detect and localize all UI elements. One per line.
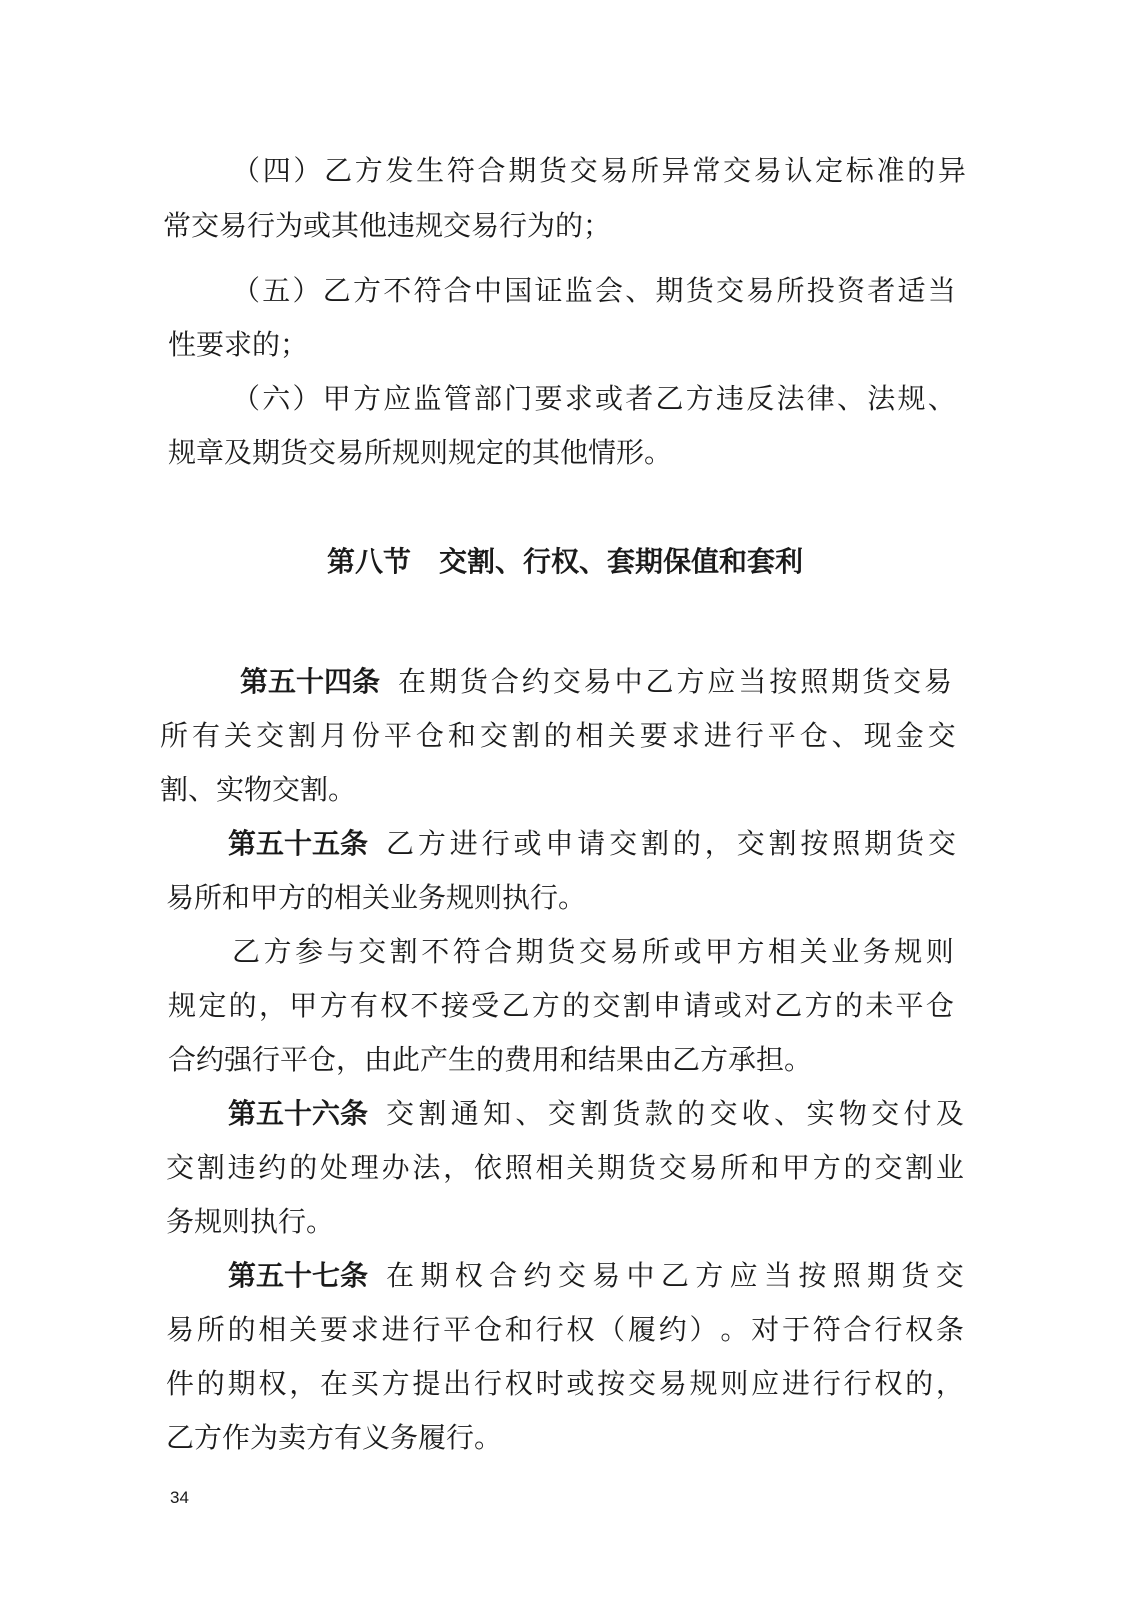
article-56-line-1	[228, 1094, 964, 1134]
paragraph-item-5-line-1: （ 五 ） 乙 方 不 符 合 中 国 证 监 会 、 期 货 交 易 所 投 资 者 适 当	[232, 274, 956, 307]
article-55-para-2-line-3: 合约强行平仓，由此产生的费用和结果由乙方承担。	[168, 1043, 813, 1076]
article-57-line-2: 易 所 的 相 关 要 求 进 行 平 仓 和 行 权 （ 履 约 ） 。 对 于 符 合 行 权 条	[166, 1313, 964, 1346]
paragraph-item-4-line-2: 常交易行为或其他违规交易行为的；	[163, 209, 612, 242]
article-56-first-line-text: 交 割 通 知 、 交 割 货 款 的 交 收 、 实 物 交 付 及	[386, 1097, 964, 1130]
article-label: 第五十五条	[228, 827, 369, 860]
article-54-line-1	[240, 662, 952, 702]
article-57-line-3: 件 的 期 权 ， 在 买 方 提 出 行 权 时 或 按 交 易 规 则 应 进 行 行 权 的 ，	[166, 1367, 964, 1400]
paragraph-item-6-line-1: （ 六 ） 甲 方 应 监 管 部 门 要 求 或 者 乙 方 违 反 法 律 、 法 规 、	[232, 382, 956, 415]
page-number: 34	[170, 1488, 189, 1507]
article-54-line-3: 割、实物交割。	[160, 773, 357, 806]
paragraph-item-5-line-2: 性要求的；	[168, 328, 309, 361]
article-label: 第五十六条	[228, 1097, 369, 1130]
article-55-para-2-line-1: 乙 方 参 与 交 割 不 符 合 期 货 交 易 所 或 甲 方 相 关 业 务 规 则	[232, 935, 954, 968]
article-label: 第五十四条	[240, 665, 381, 698]
article-57-first-line-text: 在 期 权 合 约 交 易 中 乙 方 应 当 按 照 期 货 交	[386, 1259, 964, 1292]
article-54-line-2: 所 有 关 交 割 月 份 平 仓 和 交 割 的 相 关 要 求 进 行 平 仓 、 现 金 交	[160, 719, 956, 752]
paragraph-item-4-line-1: （ 四 ） 乙 方 发 生 符 合 期 货 交 易 所 异 常 交 易 认 定 标 准 的 异	[232, 154, 966, 187]
article-55-first-line-text: 乙 方 进 行 或 申 请 交 割 的 ， 交 割 按 照 期 货 交	[386, 827, 956, 860]
article-54-first-line-text: 在 期 货 合 约 交 易 中 乙 方 应 当 按 照 期 货 交 易	[398, 665, 952, 698]
section-heading: 第八节 交割、行权、套期保值和套利	[326, 545, 803, 578]
article-label: 第五十七条	[228, 1259, 369, 1292]
article-55-line-2: 易所和甲方的相关业务规则执行。	[166, 881, 587, 914]
article-55-para-2-line-2: 规 定 的 ， 甲 方 有 权 不 接 受 乙 方 的 交 割 申 请 或 对 乙 方 的 未 平 仓	[168, 989, 954, 1022]
article-57-line-4: 乙方作为卖方有义务履行。	[166, 1421, 503, 1454]
article-56-line-2: 交 割 违 约 的 处 理 办 法 ， 依 照 相 关 期 货 交 易 所 和 甲 方 的 交 割 业	[166, 1151, 964, 1184]
article-55-line-1	[228, 824, 956, 864]
paragraph-item-6-line-2: 规章及期货交易所规则规定的其他情形。	[168, 436, 673, 469]
article-56-line-3: 务规则执行。	[166, 1205, 335, 1238]
article-57-line-1	[228, 1256, 964, 1296]
